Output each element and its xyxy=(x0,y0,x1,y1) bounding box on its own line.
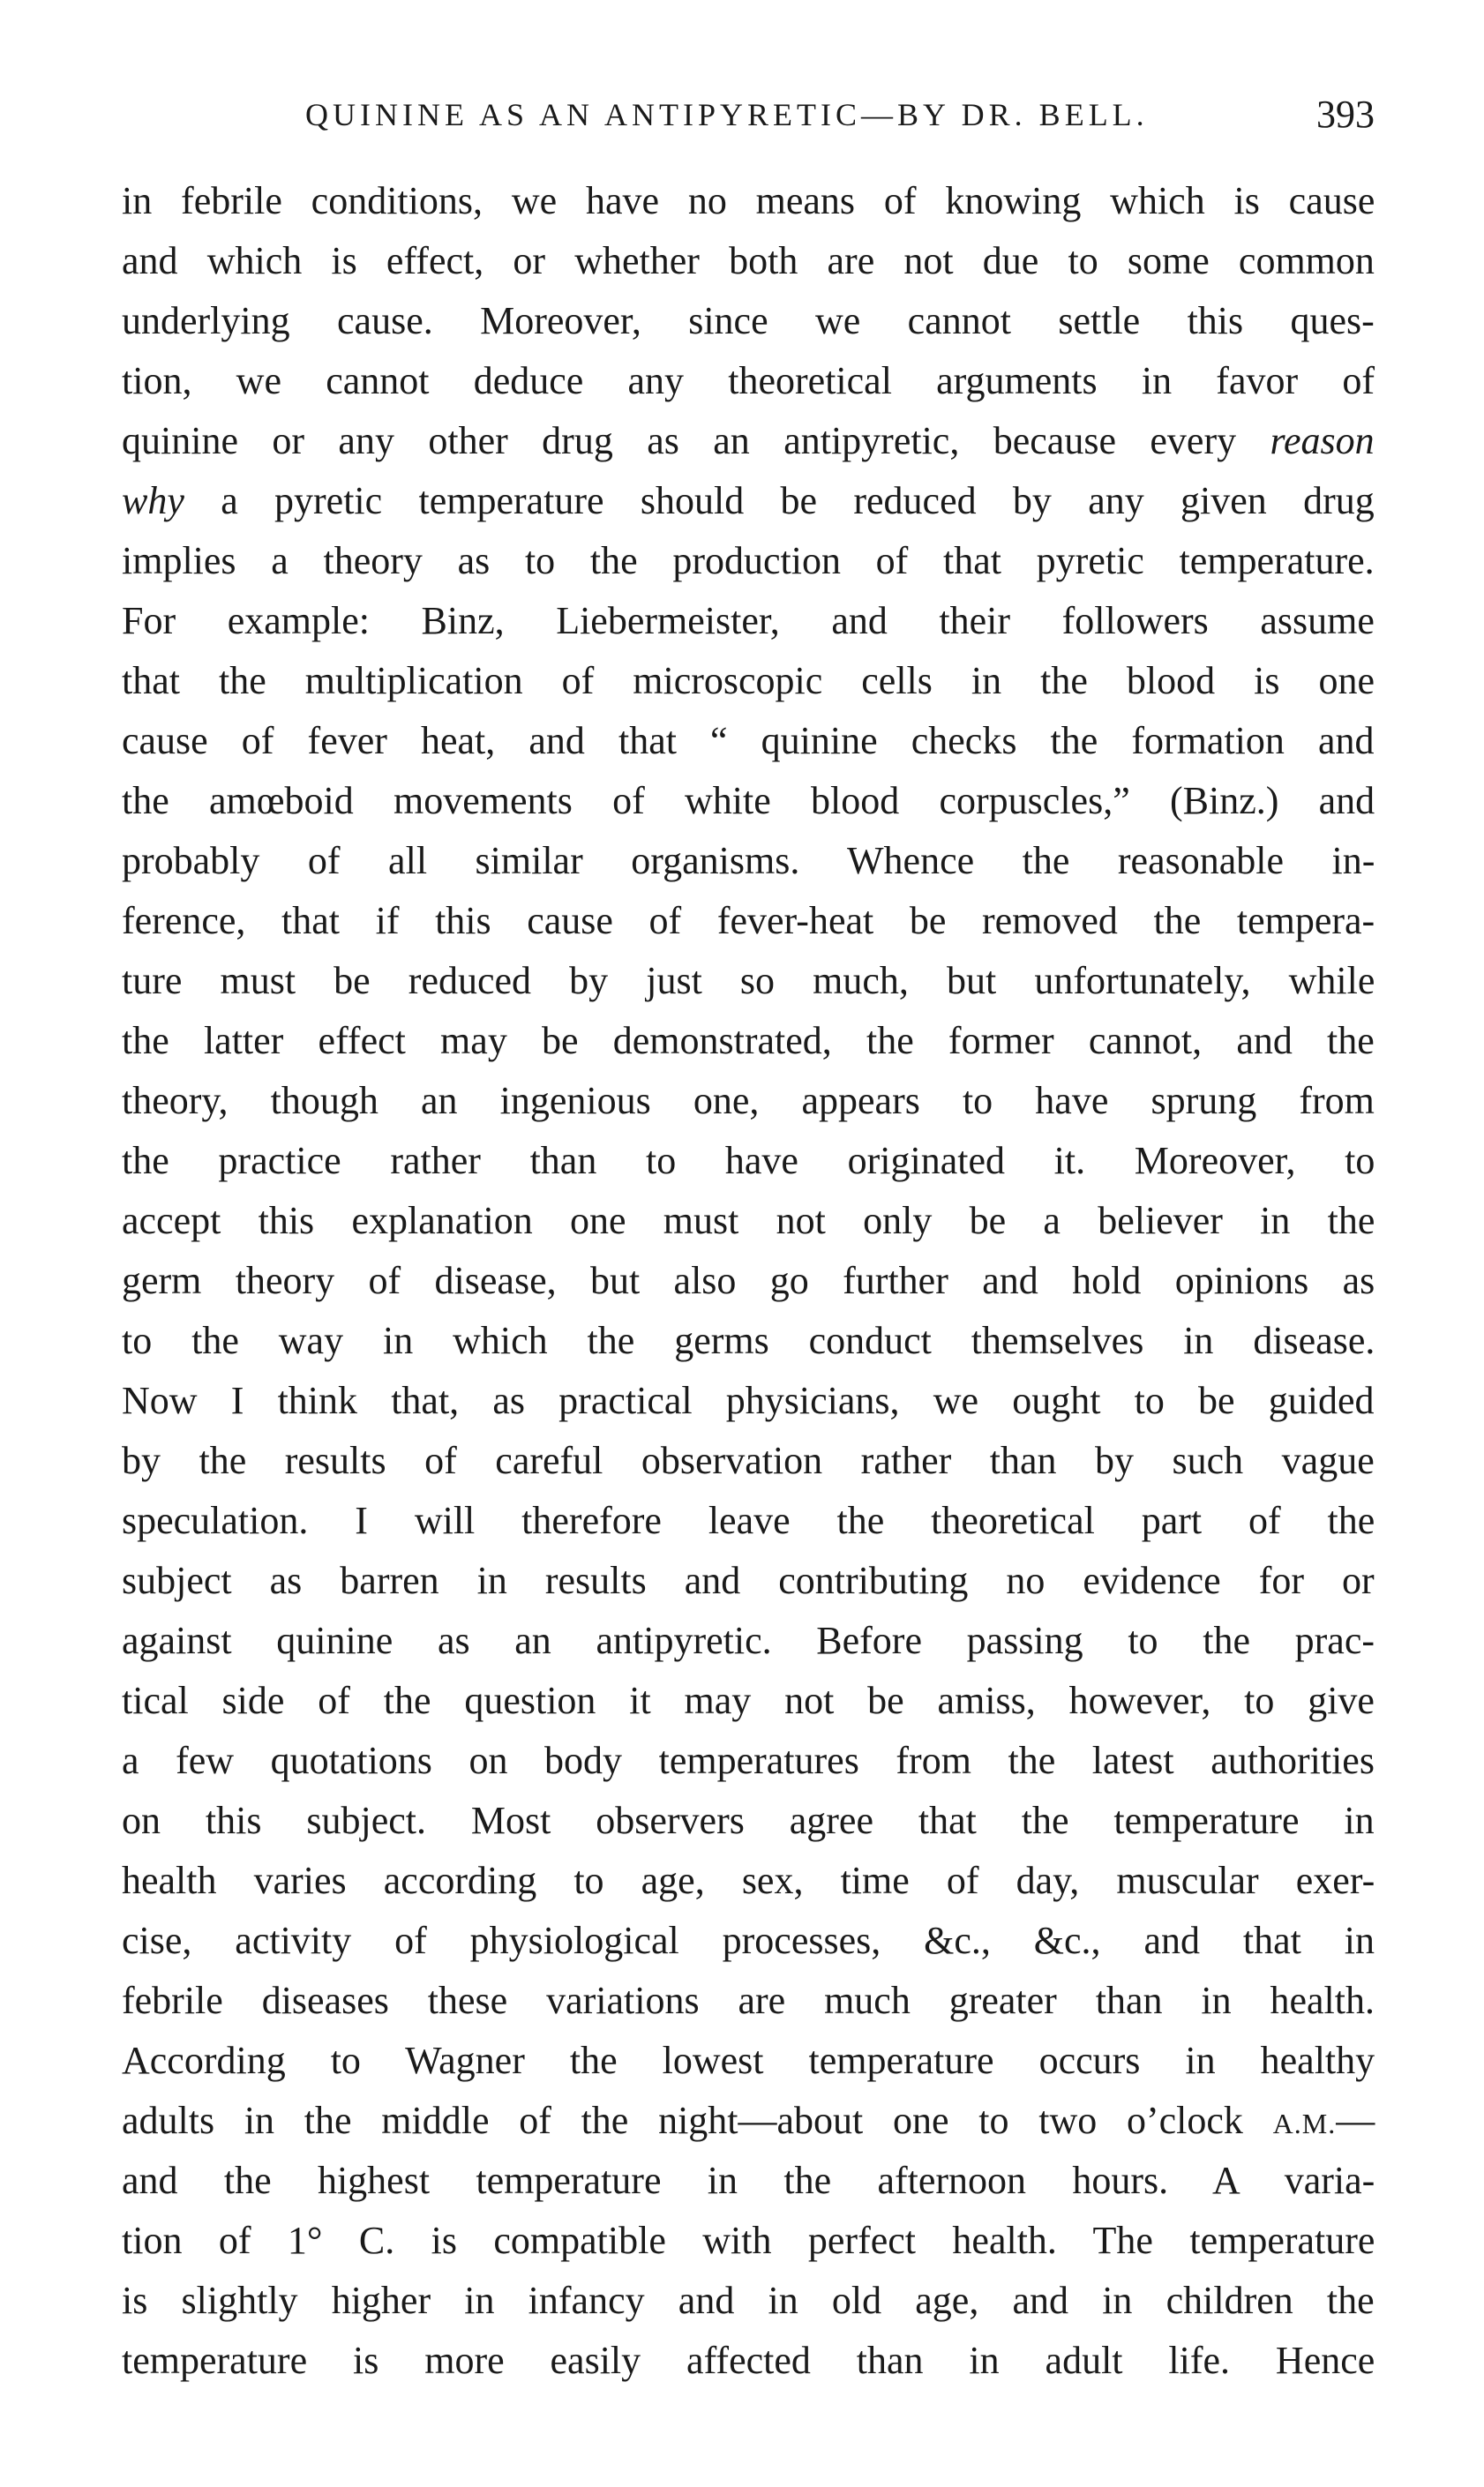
text-segment: a pyretic temperature should be reduced by any given drug xyxy=(184,479,1375,522)
text-segment: and which is effect, or whether both are not due to some common xyxy=(122,239,1375,282)
text-line xyxy=(122,1731,1375,1791)
text-line xyxy=(122,1851,1375,1911)
text-segment: speculation. I will therefore leave the theoretical part of the xyxy=(122,1499,1375,1542)
text-line xyxy=(122,1491,1375,1551)
text-line xyxy=(122,2031,1375,2091)
text-segment: — xyxy=(1336,2099,1375,2142)
small-caps-text: A.M. xyxy=(1272,2108,1337,2139)
text-line xyxy=(122,1191,1375,1251)
text-line xyxy=(122,951,1375,1011)
text-segment: subject as barren in results and contributing no evidence for or xyxy=(122,1559,1375,1602)
text-line xyxy=(122,891,1375,951)
text-segment: temperature is more easily affected than in adult life. Hence xyxy=(122,2339,1375,2382)
text-line xyxy=(122,291,1375,351)
text-line xyxy=(122,1791,1375,1851)
text-segment: in febrile conditions, we have no means of knowing which is cause xyxy=(122,179,1375,222)
text-line xyxy=(122,2211,1375,2271)
text-segment: underlying cause. Moreover, since we cannot settle this ques- xyxy=(122,299,1375,342)
text-line xyxy=(122,1071,1375,1131)
text-segment: cause of fever heat, and that “ quinine checks the formation and xyxy=(122,719,1375,762)
text-line xyxy=(122,1431,1375,1491)
text-segment: quinine or any other drug as an antipyretic, because every xyxy=(122,419,1270,462)
text-segment: accept this explanation one must not only be a believer in the xyxy=(122,1199,1375,1242)
text-line xyxy=(122,591,1375,651)
text-segment: According to Wagner the lowest temperature occurs in healthy xyxy=(122,2039,1375,2082)
text-line xyxy=(122,1371,1375,1431)
text-segment: adults in the middle of the night—about one to two o’clock xyxy=(122,2099,1273,2142)
text-segment: is slightly higher in infancy and in old age, and in children the xyxy=(122,2279,1375,2322)
text-segment: cise, activity of physiological processes, &c., &c., and that in xyxy=(122,1919,1375,1962)
text-segment: ture must be reduced by just so much, but unfortunately, while xyxy=(122,959,1375,1002)
text-segment: the practice rather than to have originated it. Moreover, to xyxy=(122,1139,1375,1182)
text-segment: Now I think that, as practical physicians, we ought to be guided xyxy=(122,1379,1375,1422)
text-line xyxy=(122,1131,1375,1191)
text-line xyxy=(122,1311,1375,1371)
text-line xyxy=(122,411,1375,471)
running-head xyxy=(122,88,1375,141)
running-title: QUININE AS AN ANTIPYRETIC—BY DR. BELL. xyxy=(305,97,1149,132)
text-segment: health varies according to age, sex, time of day, muscular exer- xyxy=(122,1859,1375,1902)
text-line xyxy=(122,1671,1375,1731)
text-line xyxy=(122,771,1375,831)
text-line xyxy=(122,2271,1375,2331)
text-line xyxy=(122,1971,1375,2031)
text-line xyxy=(122,831,1375,891)
text-line xyxy=(122,471,1375,531)
text-segment: that the multiplication of microscopic cells in the blood is one xyxy=(122,659,1375,702)
text-line xyxy=(122,231,1375,291)
italic-text: why xyxy=(122,479,184,522)
text-line xyxy=(122,2331,1375,2391)
text-segment: probably of all similar organisms. Whence the reasonable in- xyxy=(122,839,1375,882)
text-line xyxy=(122,651,1375,711)
text-line xyxy=(122,1911,1375,1971)
text-segment: the amœboid movements of white blood corpuscles,” (Binz.) and xyxy=(122,779,1375,822)
text-segment: ference, that if this cause of fever-heat be removed the tempera- xyxy=(122,899,1375,942)
text-segment: and the highest temperature in the afternoon hours. A varia- xyxy=(122,2159,1375,2202)
page-number: 393 xyxy=(1316,93,1375,136)
text-line xyxy=(122,531,1375,591)
text-segment: to the way in which the germs conduct themselves in disease. xyxy=(122,1319,1375,1362)
text-segment: on this subject. Most observers agree that the temperature in xyxy=(122,1799,1375,1842)
body-paragraph xyxy=(122,171,1375,2391)
text-segment: For example: Binz, Liebermeister, and their followers assume xyxy=(122,599,1375,642)
italic-text: reason xyxy=(1270,419,1375,462)
text-segment: febrile diseases these variations are much greater than in health. xyxy=(122,1979,1375,2022)
text-line xyxy=(122,351,1375,411)
text-line xyxy=(122,1251,1375,1311)
text-line xyxy=(122,1011,1375,1071)
text-segment: a few quotations on body temperatures from the latest authorities xyxy=(122,1739,1375,1782)
text-line xyxy=(122,2151,1375,2211)
text-line xyxy=(122,711,1375,771)
text-segment: tion, we cannot deduce any theoretical arguments in favor of xyxy=(122,359,1375,402)
text-segment: theory, though an ingenious one, appears to have sprung from xyxy=(122,1079,1375,1122)
text-segment: germ theory of disease, but also go further and hold opinions as xyxy=(122,1259,1375,1302)
text-segment: against quinine as an antipyretic. Before passing to the prac- xyxy=(122,1619,1375,1662)
text-line xyxy=(122,1551,1375,1611)
text-line xyxy=(122,2091,1375,2151)
text-segment: the latter effect may be demonstrated, the former cannot, and the xyxy=(122,1019,1375,1062)
text-segment: by the results of careful observation rather than by such vague xyxy=(122,1439,1375,1482)
text-segment: tion of 1° C. is compatible with perfect health. The temperature xyxy=(122,2219,1375,2262)
text-segment: implies a theory as to the production of that pyretic temperature. xyxy=(122,539,1375,582)
text-line xyxy=(122,1611,1375,1671)
text-segment: tical side of the question it may not be amiss, however, to give xyxy=(122,1679,1375,1722)
text-line xyxy=(122,171,1375,231)
